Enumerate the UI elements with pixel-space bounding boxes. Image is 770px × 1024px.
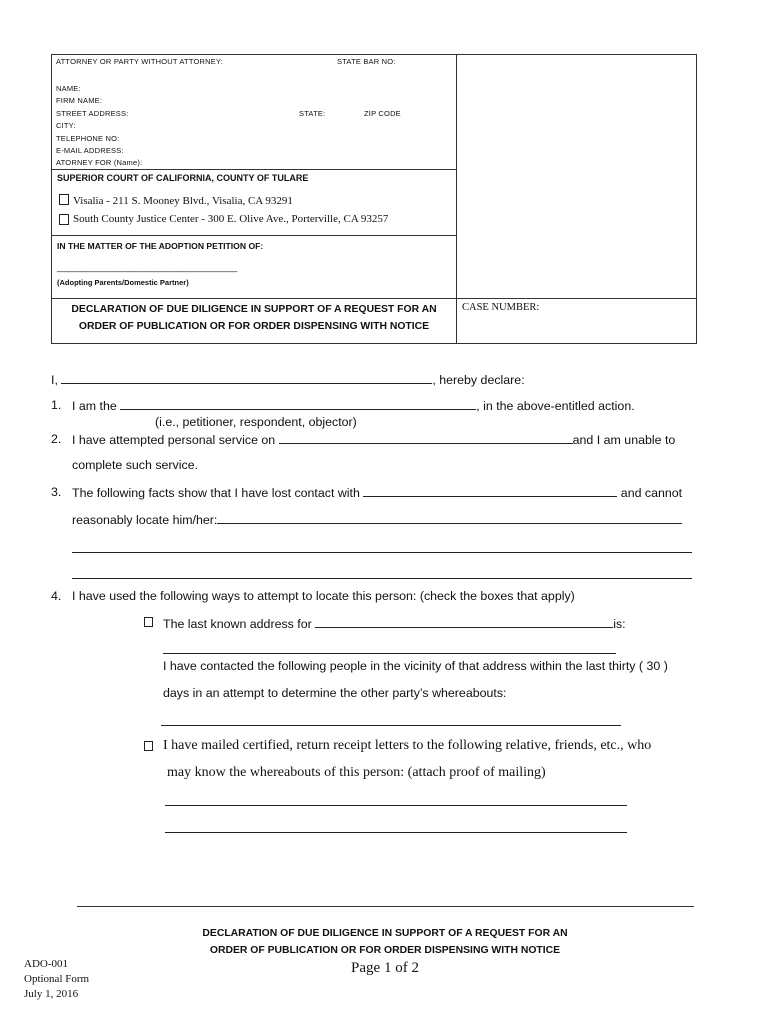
last-known-address-blank[interactable] bbox=[163, 653, 616, 654]
caption-divider-vertical bbox=[456, 54, 457, 344]
attorney-label: ATTORNEY OR PARTY WITHOUT ATTORNEY: bbox=[56, 57, 224, 66]
facts-blank-1[interactable] bbox=[217, 512, 682, 524]
item1-line bbox=[72, 398, 635, 413]
city-label: CITY: bbox=[56, 121, 76, 130]
zip-code-label: ZIP CODE bbox=[364, 109, 401, 118]
footer-title-line2: ORDER OF PUBLICATION OR FOR ORDER DISPENSING WITH NOTICE bbox=[209, 945, 561, 956]
street-address-label: STREET ADDRESS: bbox=[56, 109, 129, 118]
declare-suffix: , hereby declare: bbox=[432, 373, 525, 387]
mailed-recipients-blank-2[interactable] bbox=[165, 832, 627, 833]
mailed-recipients-blank-1[interactable] bbox=[165, 805, 627, 806]
declarant-name-blank[interactable] bbox=[61, 372, 432, 384]
item1-hint: (i.e., petitioner, respondent, objector) bbox=[155, 415, 357, 429]
court-title: SUPERIOR COURT OF CALIFORNIA, COUNTY OF TULARE bbox=[57, 173, 309, 183]
item2-line bbox=[72, 432, 675, 447]
item2-number: 2. bbox=[51, 432, 62, 446]
item2-prefix: I have attempted personal service on bbox=[72, 433, 276, 447]
item1-suffix: , in the above-entitled action. bbox=[476, 399, 635, 413]
item4-text: I have used the following ways to attempt to locate this person: (check the boxes that apply) bbox=[72, 589, 575, 603]
mailed-letters-checkbox[interactable] bbox=[144, 741, 153, 751]
firm-name-label: FIRM NAME: bbox=[56, 96, 103, 105]
state-bar-label: STATE BAR NO: bbox=[337, 57, 396, 66]
lost-contact-person-blank[interactable] bbox=[363, 485, 617, 497]
adopting-parents-sub-label: (Adopting Parents/Domestic Partner) bbox=[57, 278, 189, 287]
court-option-visalia-checkbox[interactable] bbox=[59, 194, 69, 205]
page-number: Page 1 of 2 bbox=[351, 960, 419, 976]
matter-title: IN THE MATTER OF THE ADOPTION PETITION OF: bbox=[57, 241, 264, 251]
form-type: Optional Form bbox=[24, 973, 90, 985]
opt1-suffix: is: bbox=[613, 617, 626, 631]
last-known-address-person-blank[interactable] bbox=[315, 616, 613, 628]
item3-prefix: The following facts show that I have lost contact with bbox=[72, 486, 360, 500]
case-number-label: CASE NUMBER: bbox=[462, 302, 540, 313]
opt2-line1: I have mailed certified, return receipt letters to the following relative, friends, etc., who bbox=[163, 738, 652, 753]
state-label: STATE: bbox=[299, 109, 326, 118]
court-option-porterville-checkbox[interactable] bbox=[59, 214, 69, 225]
opt2-line2: may know the whereabouts of this person: (attach proof of mailing) bbox=[167, 765, 546, 780]
footer-title-line1: DECLARATION OF DUE DILIGENCE IN SUPPORT OF A REQUEST FOR AN bbox=[202, 928, 568, 939]
attorney-for-label: ATORNEY FOR (Name): bbox=[56, 158, 143, 167]
last-known-address-checkbox[interactable] bbox=[144, 617, 153, 627]
declare-line bbox=[51, 372, 525, 387]
court-option-visalia-label: Visalia - 211 S. Mooney Blvd., Visalia, CA 93291 bbox=[73, 195, 293, 207]
opt1-prefix: The last known address for bbox=[163, 617, 312, 631]
item3-continuation bbox=[72, 512, 682, 527]
matter-section-top-line bbox=[51, 235, 457, 236]
facts-blank-2[interactable] bbox=[72, 552, 692, 553]
item3-line bbox=[72, 485, 682, 500]
item3-cont-label: reasonably locate him/her: bbox=[72, 513, 218, 527]
opt1-line2: I have contacted the following people in the vicinity of that address within the last thirty ( 30 ) bbox=[163, 659, 668, 673]
footer-divider bbox=[77, 906, 694, 907]
item1-number: 1. bbox=[51, 398, 62, 412]
telephone-label: TELEPHONE NO: bbox=[56, 134, 120, 143]
opt1-line1 bbox=[163, 616, 626, 631]
email-label: E-MAIL ADDRESS: bbox=[56, 146, 124, 155]
title-section-top-line bbox=[51, 298, 697, 299]
contacted-people-blank[interactable] bbox=[161, 725, 621, 726]
served-person-blank[interactable] bbox=[279, 432, 573, 444]
document-title-line2: ORDER OF PUBLICATION OR FOR ORDER DISPENSING WITH NOTICE bbox=[78, 321, 430, 332]
role-blank[interactable] bbox=[120, 398, 476, 410]
item2-suffix: and I am unable to bbox=[572, 433, 676, 447]
adopting-parents-blank[interactable]: __________________________________ bbox=[57, 262, 238, 272]
item4-number: 4. bbox=[51, 589, 62, 603]
opt1-line3: days in an attempt to determine the other party’s whereabouts: bbox=[163, 686, 507, 700]
court-section-top-line bbox=[51, 169, 457, 170]
form-id: ADO-001 bbox=[24, 958, 68, 970]
item2-continuation: complete such service. bbox=[72, 458, 199, 472]
item3-number: 3. bbox=[51, 485, 62, 499]
name-label: NAME: bbox=[56, 84, 81, 93]
form-date: July 1, 2016 bbox=[24, 988, 79, 1000]
document-title-line1: DECLARATION OF DUE DILIGENCE IN SUPPORT OF A REQUEST FOR AN bbox=[71, 304, 437, 315]
item3-suffix: and cannot bbox=[620, 486, 683, 500]
facts-blank-3[interactable] bbox=[72, 578, 692, 579]
declare-prefix: I, bbox=[51, 373, 58, 387]
item1-prefix: I am the bbox=[72, 399, 117, 413]
court-option-porterville-label: South County Justice Center - 300 E. Olive Ave., Porterville, CA 93257 bbox=[73, 213, 389, 225]
